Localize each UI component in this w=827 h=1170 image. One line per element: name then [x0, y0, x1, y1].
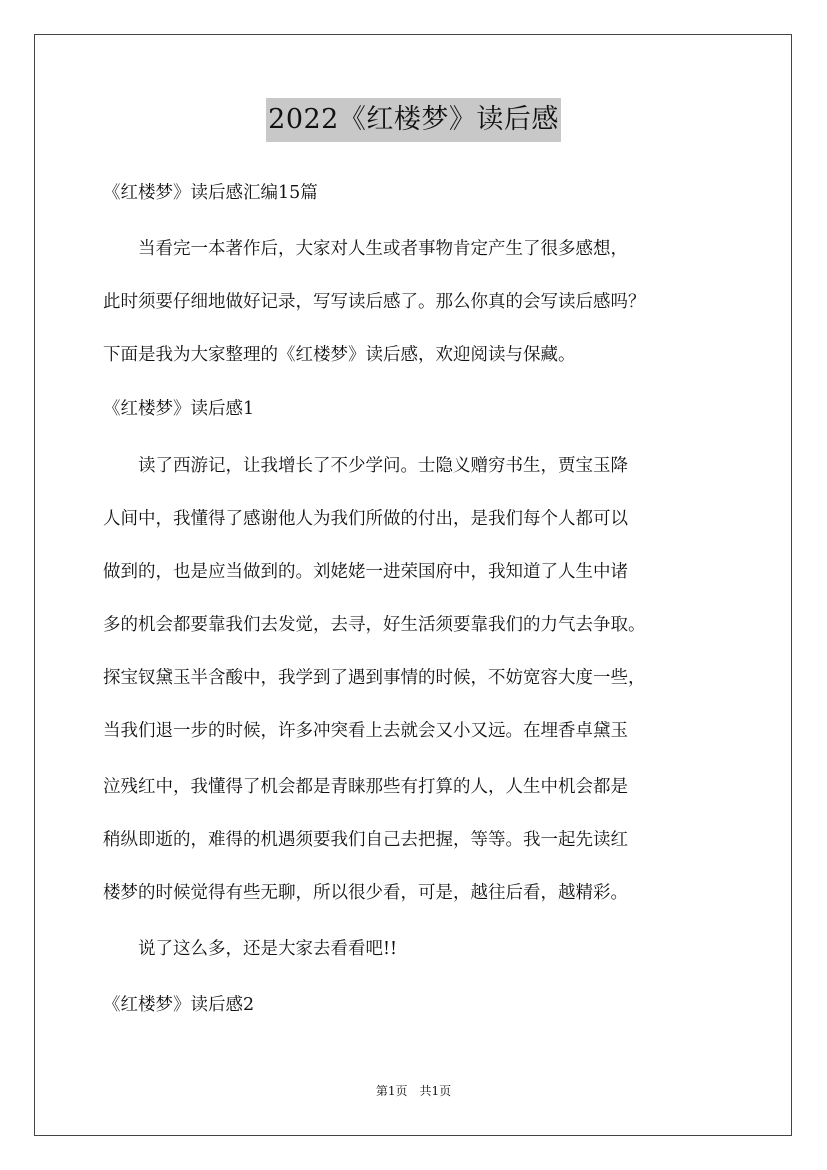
- text-line: 稍纵即逝的，难得的机遇须要我们自己去把握，等等。我一起先读红: [103, 830, 628, 850]
- text-line: 《红楼梦》读后感汇编15篇: [103, 183, 318, 203]
- text-line: 人间中，我懂得了感谢他人为我们所做的付出，是我们每个人都可以: [103, 509, 628, 529]
- section-heading: 《红楼梦》读后感2: [103, 995, 255, 1015]
- title-container: [0, 98, 827, 142]
- text-line: 楼梦的时候觉得有些无聊，所以很少看，可是，越往后看，越精彩。: [103, 883, 628, 903]
- section-heading: 《红楼梦》读后感1: [103, 399, 255, 419]
- page-footer: 第1页 共1页: [375, 1084, 452, 1098]
- text-line: 多的机会都要靠我们去发觉，去寻，好生活须要靠我们的力气去争取。: [103, 615, 646, 635]
- text-line: 泣残红中，我懂得了机会都是青睐那些有打算的人，人生中机会都是: [103, 777, 628, 797]
- text-line: 此时须要仔细地做好记录，写写读后感了。那么你真的会写读后感吗？: [103, 292, 646, 312]
- text-line: 读了西游记，让我增长了不少学问。士隐义赠穷书生，贾宝玉降: [103, 456, 628, 476]
- text-line: 下面是我为大家整理的《红楼梦》读后感，欢迎阅读与保藏。: [103, 345, 576, 365]
- text-line: 做到的，也是应当做到的。刘姥姥一进荣国府中，我知道了人生中诸: [103, 562, 628, 582]
- text-line: 说了这么多，还是大家去看看吧!!: [103, 939, 398, 959]
- text-line: 当我们退一步的时候，许多冲突看上去就会又小又远。在埋香卓黛玉: [103, 721, 628, 741]
- document-title: 2022《红楼梦》读后感: [266, 98, 561, 142]
- text-line: 当看完一本著作后，大家对人生或者事物肯定产生了很多感想，: [103, 239, 628, 259]
- text-line: 探宝钗黛玉半含酸中，我学到了遇到事情的时候，不妨宽容大度一些，: [103, 668, 646, 688]
